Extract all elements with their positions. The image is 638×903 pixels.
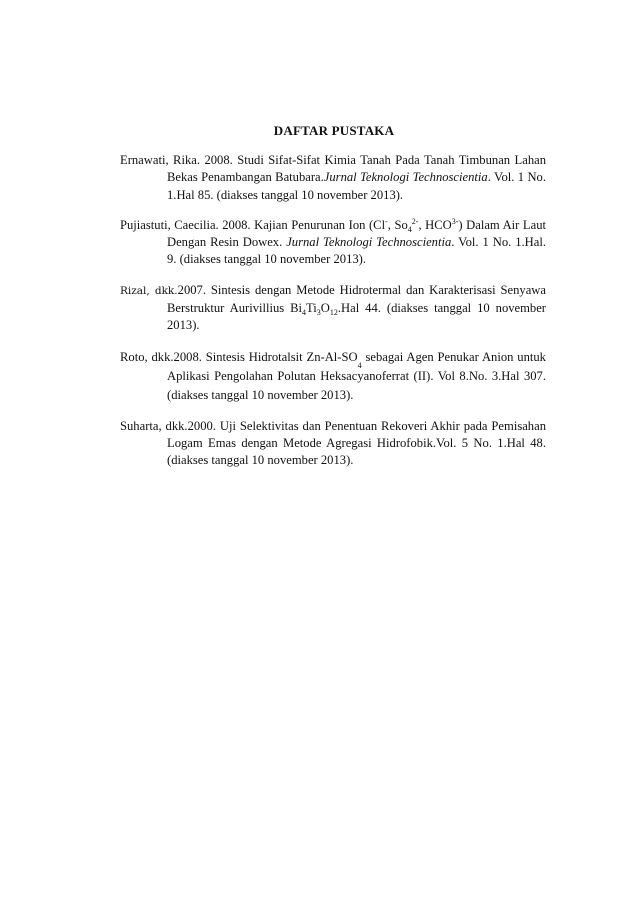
- subscript: 4: [357, 360, 362, 370]
- reference-author: Rizal, dkk.: [120, 284, 178, 297]
- reference-item: [120, 282, 546, 335]
- reference-author: Ernawati, Rika.: [120, 153, 200, 167]
- superscript: 3-: [451, 216, 459, 226]
- reference-author: Suharta, dkk.: [120, 418, 188, 433]
- superscript: -: [385, 216, 388, 226]
- reference-list: [120, 152, 546, 483]
- reference-item: [120, 152, 546, 204]
- subscript: 4: [302, 308, 307, 318]
- reference-text: , So: [387, 217, 408, 232]
- reference-author: Roto, dkk.: [120, 349, 174, 364]
- reference-text: 2008. Sintesis Hidrotalsit Zn-Al-SO: [173, 349, 358, 364]
- reference-text: .Hal 44. (diakses tanggal 10 november 2013).: [167, 301, 547, 333]
- reference-text: O: [320, 301, 330, 316]
- journal-title: Jurnal Teknologi Technoscientia: [286, 235, 452, 250]
- reference-text: 2008. Studi Sifat-Sifat Kimia Tanah Pada Tanah Timbunan Lahan Bekas Penambangan Batubara.: [167, 153, 546, 185]
- subscript: 12: [329, 308, 338, 318]
- reference-item: [120, 348, 546, 405]
- reference-text: sebagai Agen Penukar Anion untuk Aplikasi Pengolahan Polutan Heksacyanoferrat (II). Vol 8.No. 3.Hal 307. (diakses tanggal 10 november 2013).: [167, 349, 546, 402]
- subscript: 4: [407, 224, 412, 234]
- reference-author: Pujiastuti, Caecilia.: [120, 217, 219, 232]
- superscript: 2-: [411, 216, 419, 226]
- journal-title: Jurnal Teknologi Technoscientia: [323, 170, 488, 185]
- reference-text: . Vol. 1 No. 1.Hal. 9. (diakses tanggal 10 november 2013).: [167, 235, 546, 267]
- reference-text: 2000. Uji Selektivitas dan Penentuan Rekoveri Akhir pada Pemisahan Logam Emas dengan Metode Agregasi Hidrofobik.Vol. 5 No. 1.Hal 48. (diakses tanggal 10 november 2013).: [167, 418, 546, 468]
- reference-text: 2008. Kajian Penurunan Ion (Cl: [218, 217, 386, 232]
- reference-item: [120, 217, 546, 269]
- reference-text: . Vol. 1 No. 1.Hal 85. (diakses tanggal 10 november 2013).: [167, 170, 547, 202]
- reference-text: Ti: [306, 301, 317, 316]
- subscript: 3: [316, 308, 321, 318]
- page-title: DAFTAR PUSTAKA: [273, 123, 395, 138]
- reference-text: , HCO: [418, 217, 452, 232]
- reference-text: 2007. Sintesis dengan Metode Hidrotermal dan Karakterisasi Senyawa Berstruktur Aurivillius Bi: [167, 282, 546, 316]
- reference-item: [120, 418, 546, 470]
- reference-text: ) Dalam Air Laut Dengan Resin Dowex.: [167, 217, 546, 250]
